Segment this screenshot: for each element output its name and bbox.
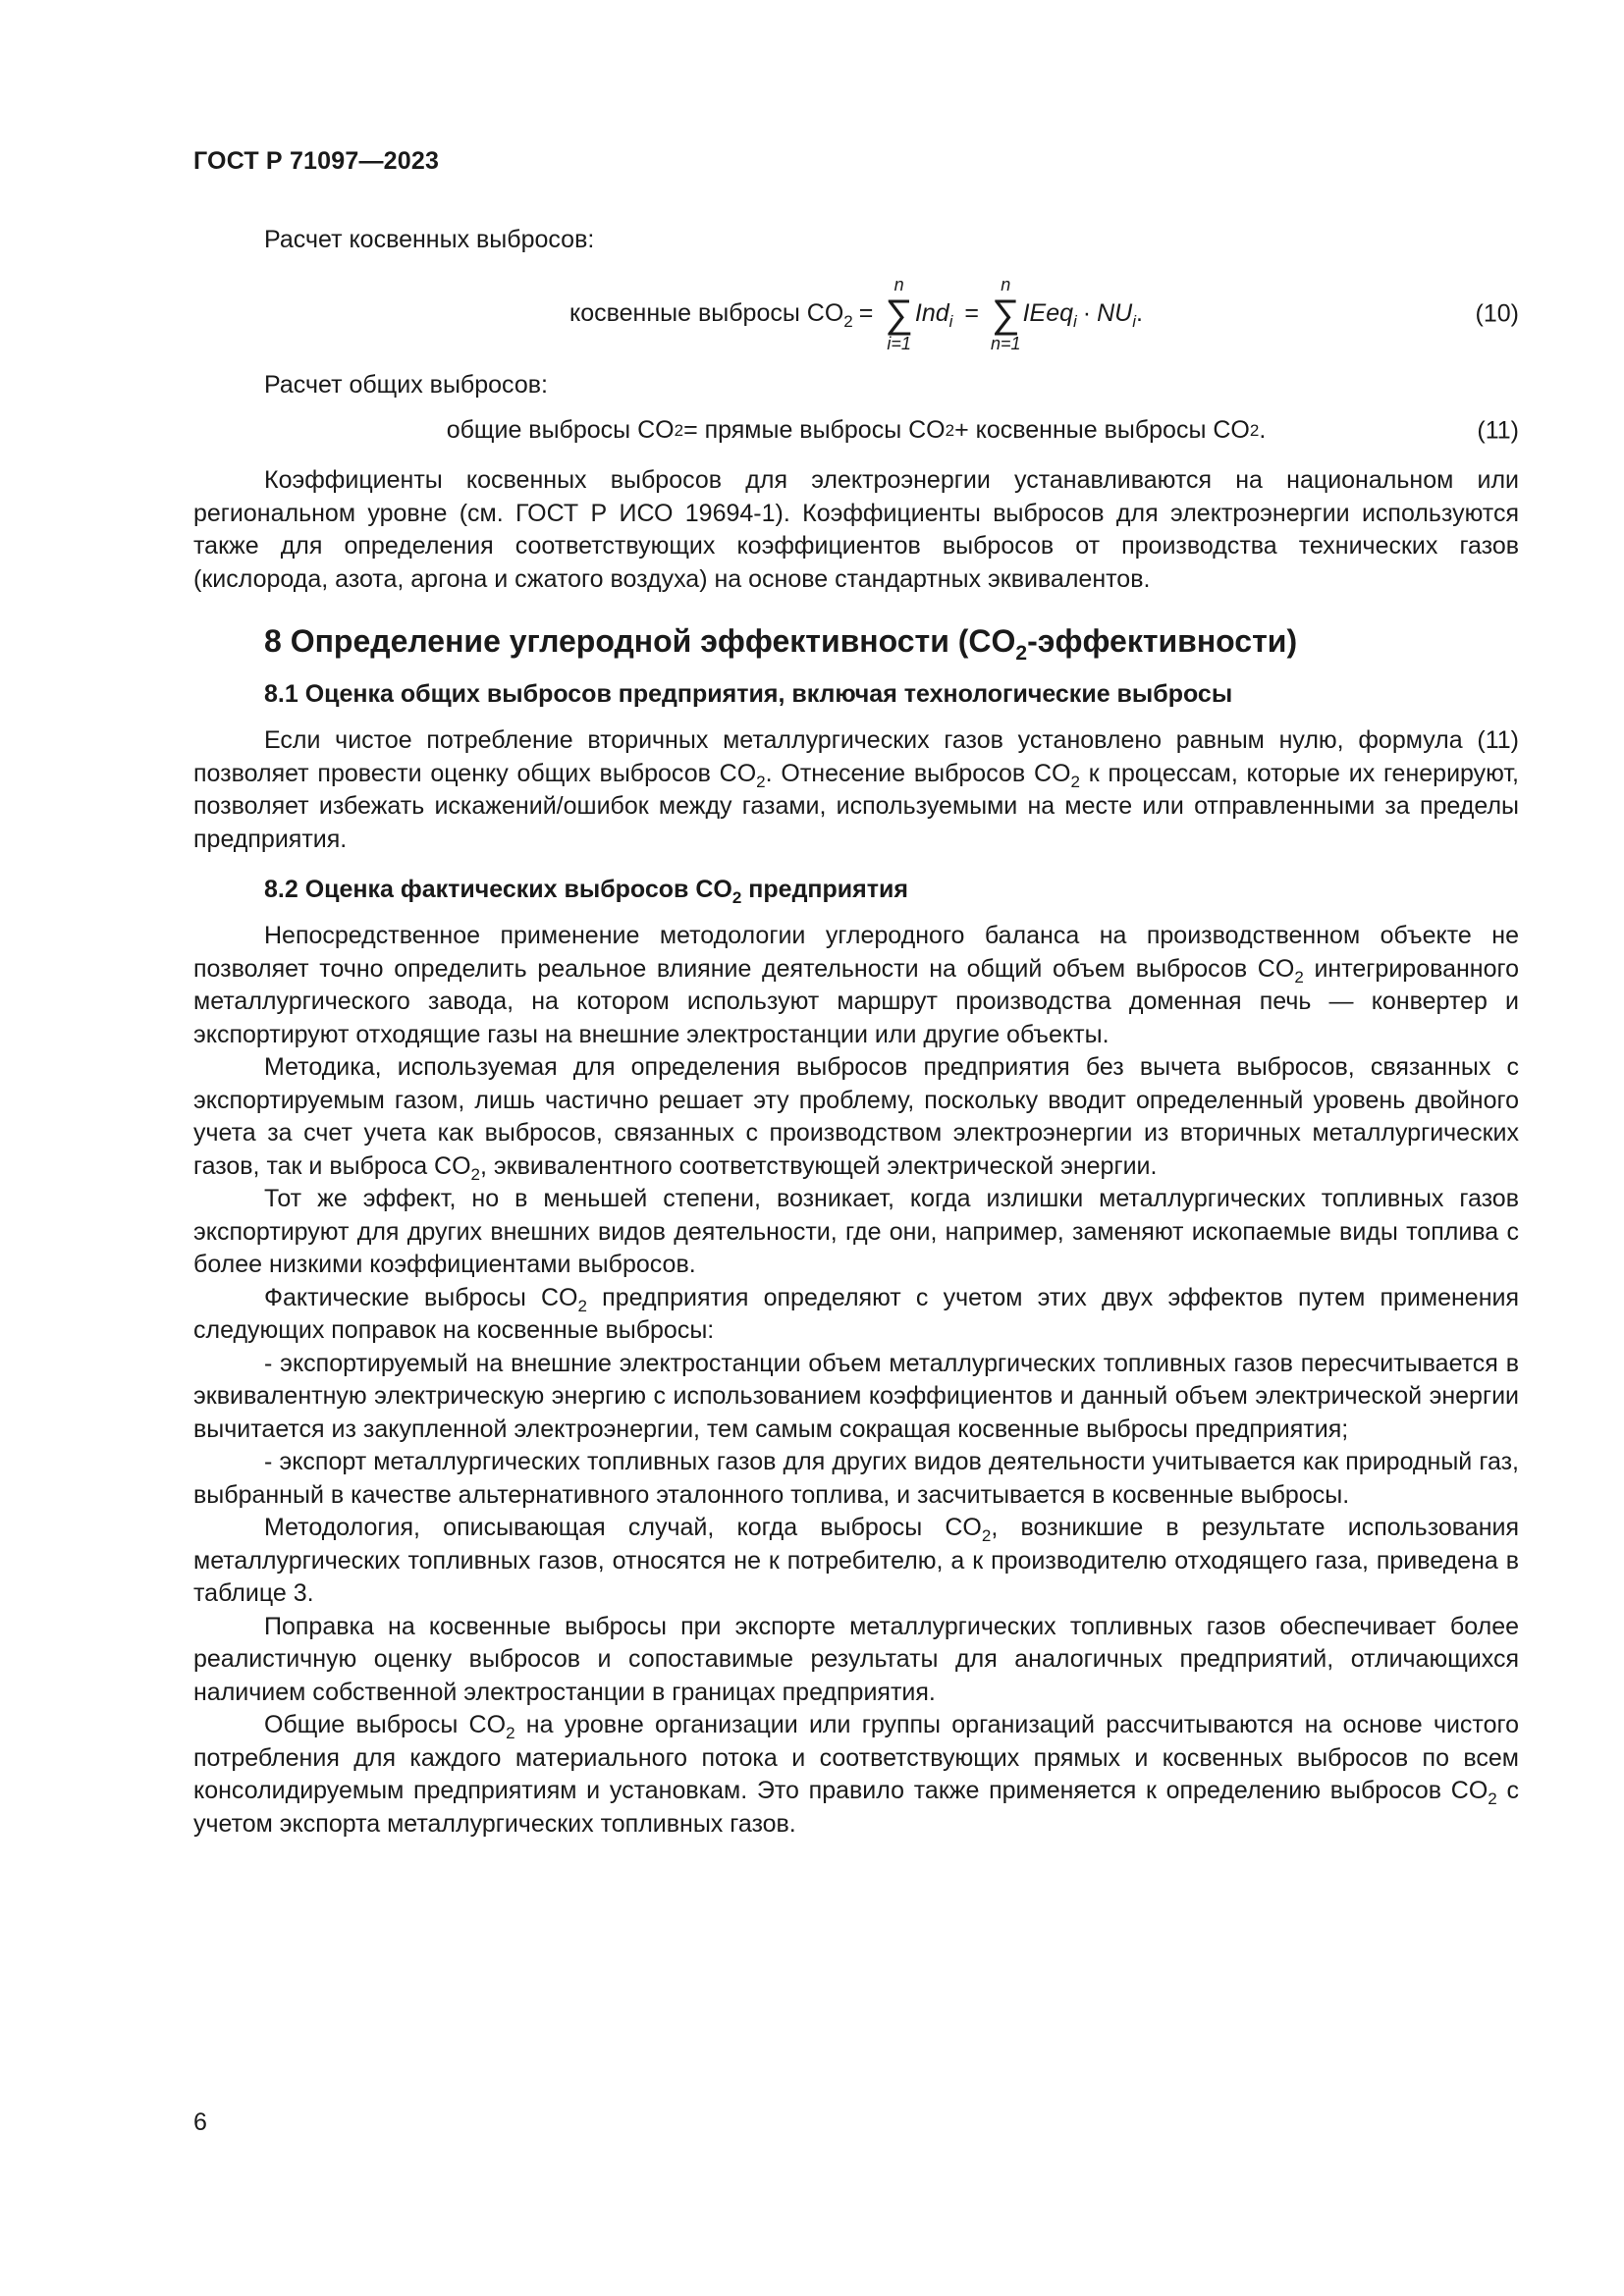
- section-8-heading: 8 Определение углеродной эффективности $(CO_2-эффективности)$: [264, 623, 1298, 665]
- formula-10: [193, 263, 1519, 365]
- paragraph-8-2-1: Непосредственное применение методологии углеродного баланса на производственном объекте не позволяет точно определить реальное влияние деятельности на общий объем выбросов $CO_2$ интегрированного металлургического завода, на котором используют маршрут производства доменная печь — конвертер и экспортируют отходящие газы на внешние электростанции или другие объекты.: [193, 922, 1519, 1048]
- standard-header: ГОСТ Р 71097—2023: [193, 147, 440, 175]
- formula-10-eq2: =: [964, 298, 980, 327]
- paragraph-8-2-4: Фактические выбросы $CO_2$ предприятия определяют с учетом этих двух эффектов путем применения следующих поправок на косвенные выбросы:: [193, 1283, 1520, 1344]
- equation-number-11: (11): [1477, 416, 1519, 445]
- paragraph-8-2-7: Методология, описывающая случай, когда выбросы $CO_2$, возникшие в результате использования металлургических топливных газов, относятся не к потребителю, а к производителю отходящего газа, приведена в таблице 3.: [193, 1514, 1519, 1607]
- formula-11: [193, 407, 1519, 454]
- paragraph-8-2-9: Общие выбросы $CO_2$ на уровне организации или группы организаций рассчитываются на основе чистого потребления для каждого материального потока и соответствующих прямых и косвенных выбросов по всем консолидируемым предприятиям и установкам. Это правило также применяется к определению выбросов $CO_2$ с учетом экспорта металлургических топливных газов.: [193, 1711, 1519, 1838]
- paragraph-8-2-6: - экспорт металлургических топливных газов для других видов деятельности учитывается как природный газ, выбранный в качестве альтернативного эталонного топлива, и засчитывается в косвенные выбросы.: [193, 1448, 1519, 1509]
- section-8-2-heading: 8.2 Оценка фактических выбросов $CO_2$ предприятия: [264, 876, 908, 907]
- page-content: [193, 224, 1519, 1841]
- formula-10-dot: ·: [1082, 298, 1092, 327]
- paragraph-8-1: Если чистое потребление вторичных металлургических газов установлено равным нулю, формула (11) позволяет провести оценку общих выбросов $CO_2$. Отнесение выбросов $CO_2$ к процессам, которые их генерируют, позволяет избежать искажений/ошибок между газами, используемыми на месте или отправленными за пределы предприятия.: [193, 726, 1519, 853]
- paragraph-8-2-5: - экспортируемый на внешние электростанции объем металлургических топливных газов пересчитывается в эквивалентную электрическую энергию с использованием коэффициентов и данный объем электрической энергии вычитается из закупленной электроэнергии, тем самым сокращая косвенные выбросы предприятия;: [193, 1349, 1519, 1443]
- equation-number-10: (10): [1475, 298, 1519, 327]
- formula-10-eq1: =: [858, 298, 874, 327]
- formula-10-term-ind: Ind$_i$: [914, 298, 953, 331]
- paragraph-8-2-2: Методика, используемая для определения выбросов предприятия без вычета выбросов, связанных с экспортируемым газом, лишь частично решает эту проблему, поскольку вводит определенный уровень двойного учета за счет учета как выбросов, связанных с производством электроэнергии из вторичных металлургических газов, так и выброса $CO_2$, эквивалентного соответствующей электрической энергии.: [193, 1053, 1519, 1184]
- formula-11-body: общие выбросы CO 2 = прямые выбросы CO 2 + косвенные выбросы CO 2 .: [446, 416, 1267, 445]
- paragraph-8-2-3: Тот же эффект, но в меньшей степени, возникает, когда излишки металлургических топливных газов экспортируют для других внешних видов деятельности, где они, например, заменяют ископаемые виды топлива с более низкими коэффициентами выбросов.: [193, 1185, 1519, 1278]
- paragraph-coefficients: Коэффициенты косвенных выбросов для электроэнергии устанавливаются на национальном или региональном уровне (см. ГОСТ Р ИСО 19694-1). Коэффициенты выбросов для электроэнергии используются также для определения соответствующих коэффициентов выбросов от производства технических газов (кислорода, азота, аргона и сжатого воздуха) на основе стандартных эквивалентов.: [193, 466, 1519, 593]
- paragraph-indirect-calc: Расчет косвенных выбросов:: [264, 226, 595, 253]
- sum-symbol-1: n ∑ i=1: [885, 274, 913, 353]
- formula-10-term-nu: $NU_i$: [1097, 298, 1137, 331]
- formula-10-term-ieeq: IEeq$_i$: [1022, 298, 1077, 331]
- paragraph-total-calc: Расчет общих выбросов:: [264, 370, 548, 399]
- section-8-1-heading: 8.1 Оценка общих выбросов предприятия, включая технологические выбросы: [264, 680, 1233, 708]
- sum-symbol-2: n ∑ n=1: [991, 274, 1021, 353]
- paragraph-8-2-8: Поправка на косвенные выбросы при экспорте металлургических топливных газов обеспечивает более реалистичную оценку выбросов и сопоставимые результаты для аналогичных предприятий, отличающихся наличием собственной электростанции в границах предприятия.: [193, 1612, 1519, 1706]
- formula-10-body: косвенные выбросы $CO_2$ = n ∑ i=1 Ind$_i$ = n ∑ n=1 IEeq$_i$ · $NU_i$ .: [569, 274, 1143, 353]
- page-number: 6: [193, 2109, 207, 2136]
- formula-10-lhs: косвенные выбросы $CO_2$: [569, 298, 853, 331]
